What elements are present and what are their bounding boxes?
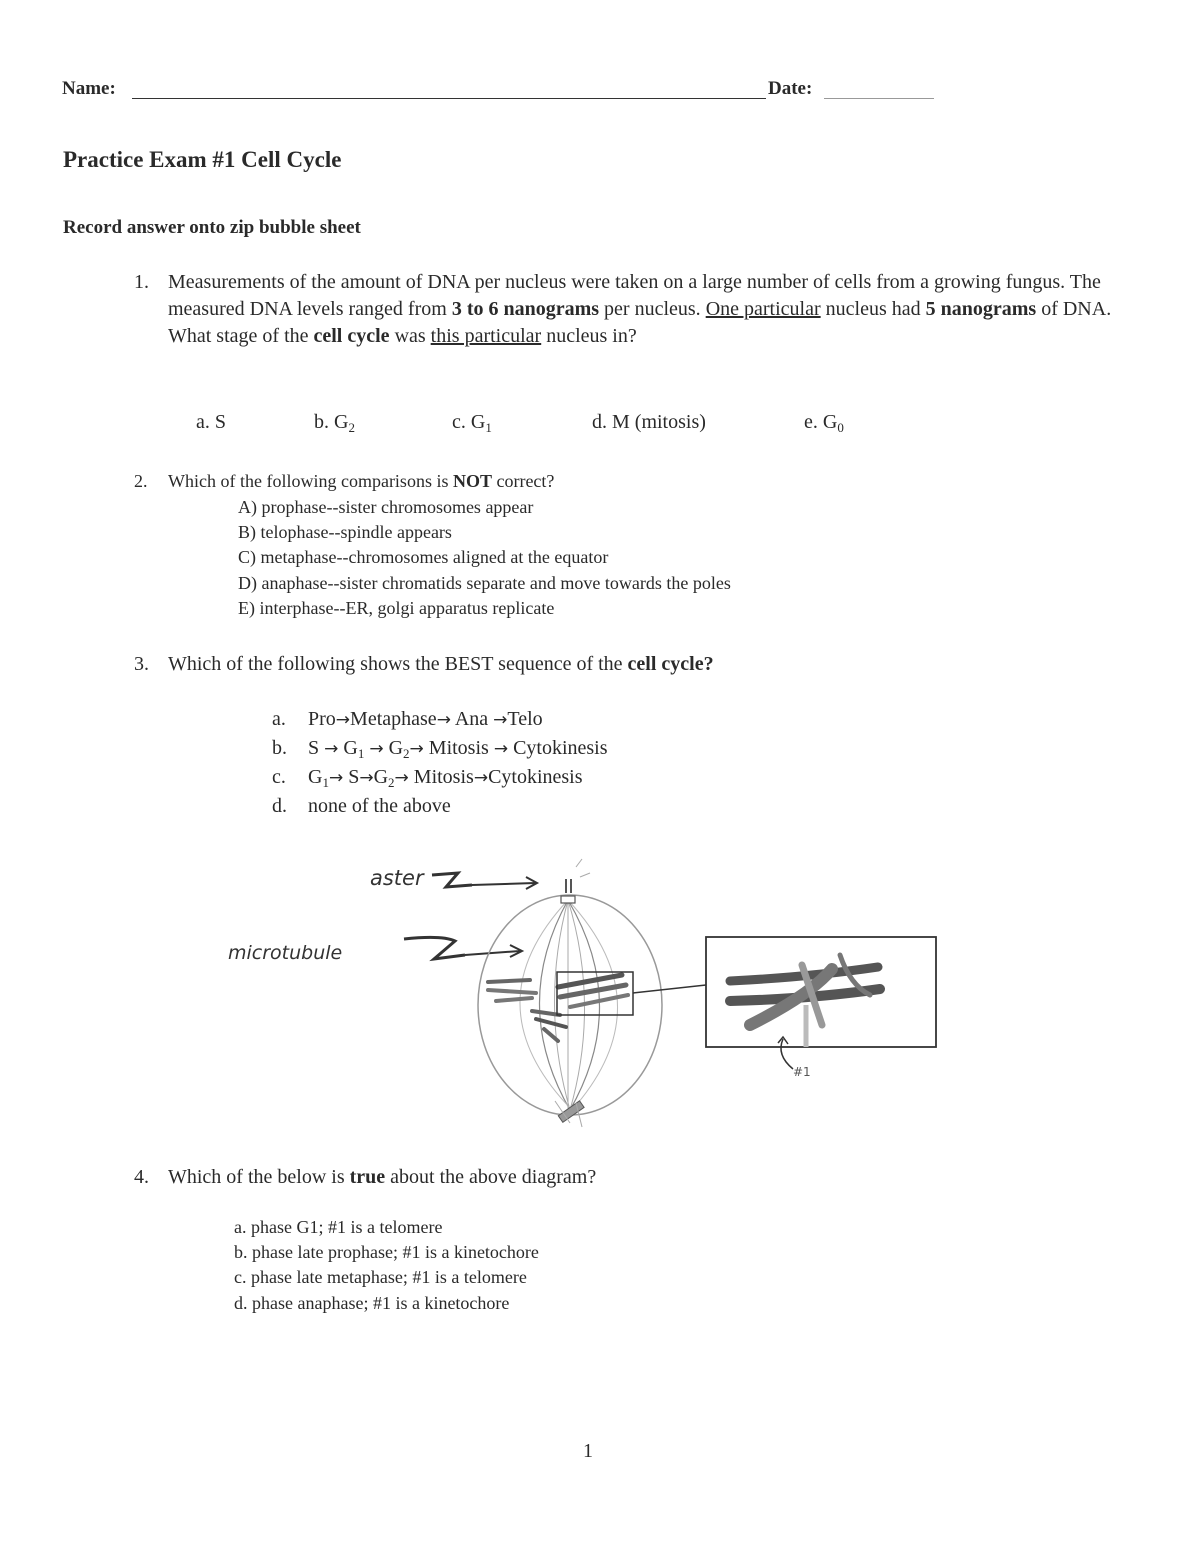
choice-d[interactable]: d. M (mitosis): [592, 411, 706, 433]
question-text: Measurements of the amount of DNA per nucleus were taken on a large number of cells from a growing fungus. The measured DNA levels ranged from 3 to 6 nanograms per nucleus. One particular nucleus had 5 nanograms of DNA. What stage of the cell cycle was this particular nucleus in?: [168, 271, 1112, 347]
page-title: Practice Exam #1 Cell Cycle: [63, 147, 342, 172]
name-field[interactable]: [132, 98, 766, 99]
list-item[interactable]: B) telophase--spindle appears: [238, 522, 452, 542]
question-text: Which of the below is true about the above diagram?: [168, 1166, 597, 1188]
page-number: 1: [583, 1440, 593, 1462]
microtubule-label: microtubule: [228, 942, 343, 964]
list-item[interactable]: E) interphase--ER, golgi apparatus replicate: [238, 598, 555, 618]
aster-label: aster: [370, 866, 424, 890]
instructions: Record answer onto zip bubble sheet: [63, 217, 361, 238]
question-text: Which of the following comparisons is NOT correct?: [168, 471, 555, 491]
choice-a[interactable]: Pro→Metaphase→ Ana →Telo: [308, 708, 543, 730]
choice-c[interactable]: c. $G_1$: [452, 411, 492, 435]
name-label: Name:: [62, 78, 116, 99]
question-text: Which of the following shows the BEST sequence of the cell cycle?: [168, 653, 714, 675]
choice-d[interactable]: none of the above: [308, 795, 451, 817]
choice-a[interactable]: a. S: [196, 411, 226, 433]
list-item[interactable]: c. phase late metaphase; #1 is a telomere: [234, 1267, 527, 1287]
choice-c[interactable]: $G_1\to S\to G_2\to$ Mitosis→Cytokinesis: [308, 766, 583, 790]
choice-letter: b.: [272, 737, 287, 759]
mitosis-diagram: [210, 855, 950, 1145]
date-label: Date:: [768, 78, 813, 99]
date-field[interactable]: [824, 98, 934, 99]
list-item[interactable]: a. phase G1; #1 is a telomere: [234, 1217, 443, 1237]
choice-letter: d.: [272, 795, 287, 817]
list-item[interactable]: D) anaphase--sister chromatids separate and move towards the poles: [238, 573, 731, 593]
list-item[interactable]: d. phase anaphase; #1 is a kinetochore: [234, 1293, 510, 1313]
question-number: 1.: [134, 271, 149, 293]
choice-b[interactable]: b. $G_2$: [314, 411, 355, 435]
choice-letter: a.: [272, 708, 286, 730]
question-number: 4.: [134, 1166, 149, 1188]
question-number: 3.: [134, 653, 149, 675]
choice-b[interactable]: $S \to G_1 \to G_2\to$ Mitosis → Cytokinesis: [308, 737, 608, 761]
question-number: 2.: [134, 471, 148, 491]
list-item[interactable]: C) metaphase--chromosomes aligned at the equator: [238, 547, 609, 567]
list-item[interactable]: b. phase late prophase; #1 is a kinetochore: [234, 1242, 539, 1262]
choice-e[interactable]: e. $G_0$: [804, 411, 844, 435]
choice-letter: c.: [272, 766, 286, 788]
list-item[interactable]: A) prophase--sister chromosomes appear: [238, 497, 534, 517]
marker-label: #1: [793, 1065, 811, 1079]
